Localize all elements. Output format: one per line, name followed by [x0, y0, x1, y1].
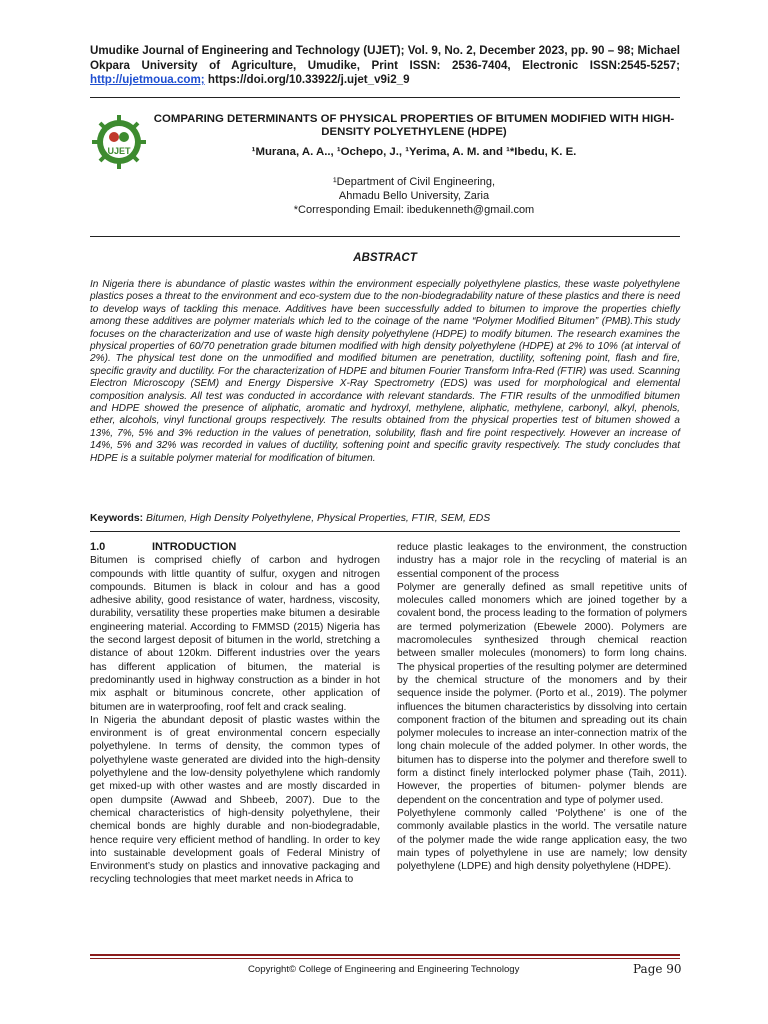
abstract-body: In Nigeria there is abundance of plastic wastes within the environment especially polyethylene plastics, these waste polyethylene plastics poses a threat to the environment and eco-system due to the non-biodegradability nature of these plastics and there is need to develop ways of tackling this menace. Additives have been successfully added to bitumen to improve the properties chiefly among these additives are polymer materials which led to the coinage of the name “Polymer Modified Bitumen” (PMB).This study focuses on the characterization and use of waste high density polyethylene (HDPE) to modify bitumen. The research examines the physical properties of 60/70 penetration grade bitumen modified with high density polyethylene (HDPE) at 2% to 10% (at interval of 2%). The physical test done on the unmodified and modified bitumen are penetration, ductility, softening point, flash and fire, specific gravity and ductility. For the characterization of HDPE and bitumen Fourier Transform Infra-Red (FTIR) was used. Scanning Electron Microscopy (SEM) and Energy Dispersive X-Ray Spectrometry (EDS) was used for morphological and elemental composition analysis. All test was conducted in accordance with relevant standards. The FTIR results of the unmodified bitumen and HDPE showed the presence of aliphatic, aromatic and hydroxyl, methylene, aliphatic, methylene, carbonyl, alkyl, phenols, ether, alcohols, vinyl functional groups respectively. The results obtained from the physical properties test of bitumen showed a 13%, 7%, 5% and 3% reduction in the values of penetration, solubility, flash and fire point respectively. However an increase of 14%, 5% and 32% was recorded in values of ductility, softening point and specific gravity respectively. The study concludes that HDPE is a suitable polymer material for modification of bitumen.	[90, 279, 680, 464]
paragraph: Polyethylene commonly called ‘Polythene’ is one of the commonly available plastics in the world. The versatile nature of the polymer made the wide range application easy, the two main types of polyethylene in use are namely; low density polyethylene (LDPE) and high density polyethylene (HDPE).	[397, 807, 687, 873]
author-list: ¹Murana, A. A.., ¹Ochepo, J., ¹Yerima, A. M. and ¹*Ibedu, K. E.	[251, 146, 577, 158]
footer-divider-thick	[90, 954, 680, 956]
header-divider	[90, 97, 680, 98]
keywords-divider	[90, 531, 680, 532]
page-number: Page 90	[633, 962, 682, 976]
keywords-line	[90, 513, 680, 524]
body-right-column	[397, 541, 687, 873]
keywords-text: Bitumen, High Density Polyethylene, Physical Properties, FTIR, SEM, EDS	[146, 513, 491, 524]
ujet-logo-icon	[90, 113, 148, 171]
journal-url-link[interactable]: http://ujetmoua.com;	[90, 73, 205, 87]
abstract-heading: ABSTRACT	[353, 251, 417, 264]
keywords-label: Keywords:	[90, 513, 144, 524]
body-left-column	[90, 541, 380, 887]
logo-text: UJET	[107, 146, 131, 156]
paragraph: In Nigeria the abundant deposit of plastic wastes within the environment is of great environmental concern especially polyethylene. In terms of density, the common types of polyethylene waste generated are divided into the high-density polyethylene and the low-density polyethylene which randomly get mixed-up with other wastes and are mostly discarded in open dumpsite (Awwad and Shbeeb, 2007). Due to the chemical characteristics of high-density polyethylene, their chemical bonds are highly durable and non-biodegradable, hence require very efficient method of handling. In order to key into sustainable development goals of Federal Ministry of Environment’s study on plastics and innovative packaging and recycling technologies that meet market needs in Africa to	[90, 714, 380, 886]
affiliation-university: Ahmadu Bello University, Zaria	[338, 190, 490, 203]
doi-text: https://doi.org/10.33922/j.ujet_v9i2_9	[207, 73, 410, 87]
abstract-top-divider	[90, 236, 680, 237]
section-number: 1.0	[90, 541, 106, 553]
citation-text: Umudike Journal of Engineering and Technology (UJET); Vol. 9, No. 2, December 2023, pp. 90 – 98; Michael Okpara University of Agriculture, Umudike, Print ISSN: 2536-7404, Electronic ISSN:2545-5257;	[90, 44, 680, 72]
footer-divider-thin	[90, 958, 680, 959]
footer-copyright: Copyright© College of Engineering and Engineering Technology	[248, 964, 520, 975]
section-heading	[90, 541, 380, 554]
paragraph: reduce plastic leakages to the environment, the construction industry has a major role in the recycling of material is an essential component of the process	[397, 542, 687, 580]
paragraph: Polymer are generally defined as small repetitive units of molecules called monomers which are joined together by a covalent bond, the process leading to the formation of polymers are termed polymerization (Ebewele 2000). Polymers are macromolecules synthesized through chemical reaction between smaller molecules (monomers) to form long chains. The physical properties of the resulting polymer are determined by the chemical structure of the monomers and by their sequence inside the polymer. (Porto et al., 2019). The polymer influences the bitumen characteristics by dissolving into certain component fraction of the bitumen and spreading out its chain polymer molecules to increase an inter-connection matrix of the long chain molecule of the added polymer. In other words, the bitumen has to disperse into the polymer and therefore swell to form a distinct finely interlocked polymer phase (Taih, 2011). However, the properties of bitumen- polymer blends are dependent on the concentration and type of polymer used.	[397, 581, 687, 806]
corresponding-email: *Corresponding Email: ibedukenneth@gmail.com	[293, 204, 535, 217]
affiliation-block	[150, 175, 678, 218]
affiliation-department: ¹Department of Civil Engineering,	[332, 176, 496, 188]
section-title: INTRODUCTION	[152, 541, 237, 553]
journal-citation-header	[90, 44, 680, 88]
paragraph: Bitumen is comprised chiefly of carbon and hydrogen compounds with little quantity of sulfur, oxygen and nitrogen compounds. Bitumen is black in colour and has a good adhesive ability, good resistance of water, hardness, viscosity, durability, versatility these properties make bitumen a desirable engineering material. According to FMMSD (2015) Nigeria has the second largest deposit of bitumen in the world, stretching a distance of about 120km. Different industries over the years has different application of bitumen, the material is predominantly used in highway construction as a binder in hot mix asphalt or bituminous concrete, other application of bitumen are in waterproofing, roof felt and crack sealing.	[90, 555, 380, 713]
paper-title: COMPARING DETERMINANTS OF PHYSICAL PROPERTIES OF BITUMEN MODIFIED WITH HIGH-DENSITY POLYETHYLENE (HDPE)	[153, 113, 675, 139]
